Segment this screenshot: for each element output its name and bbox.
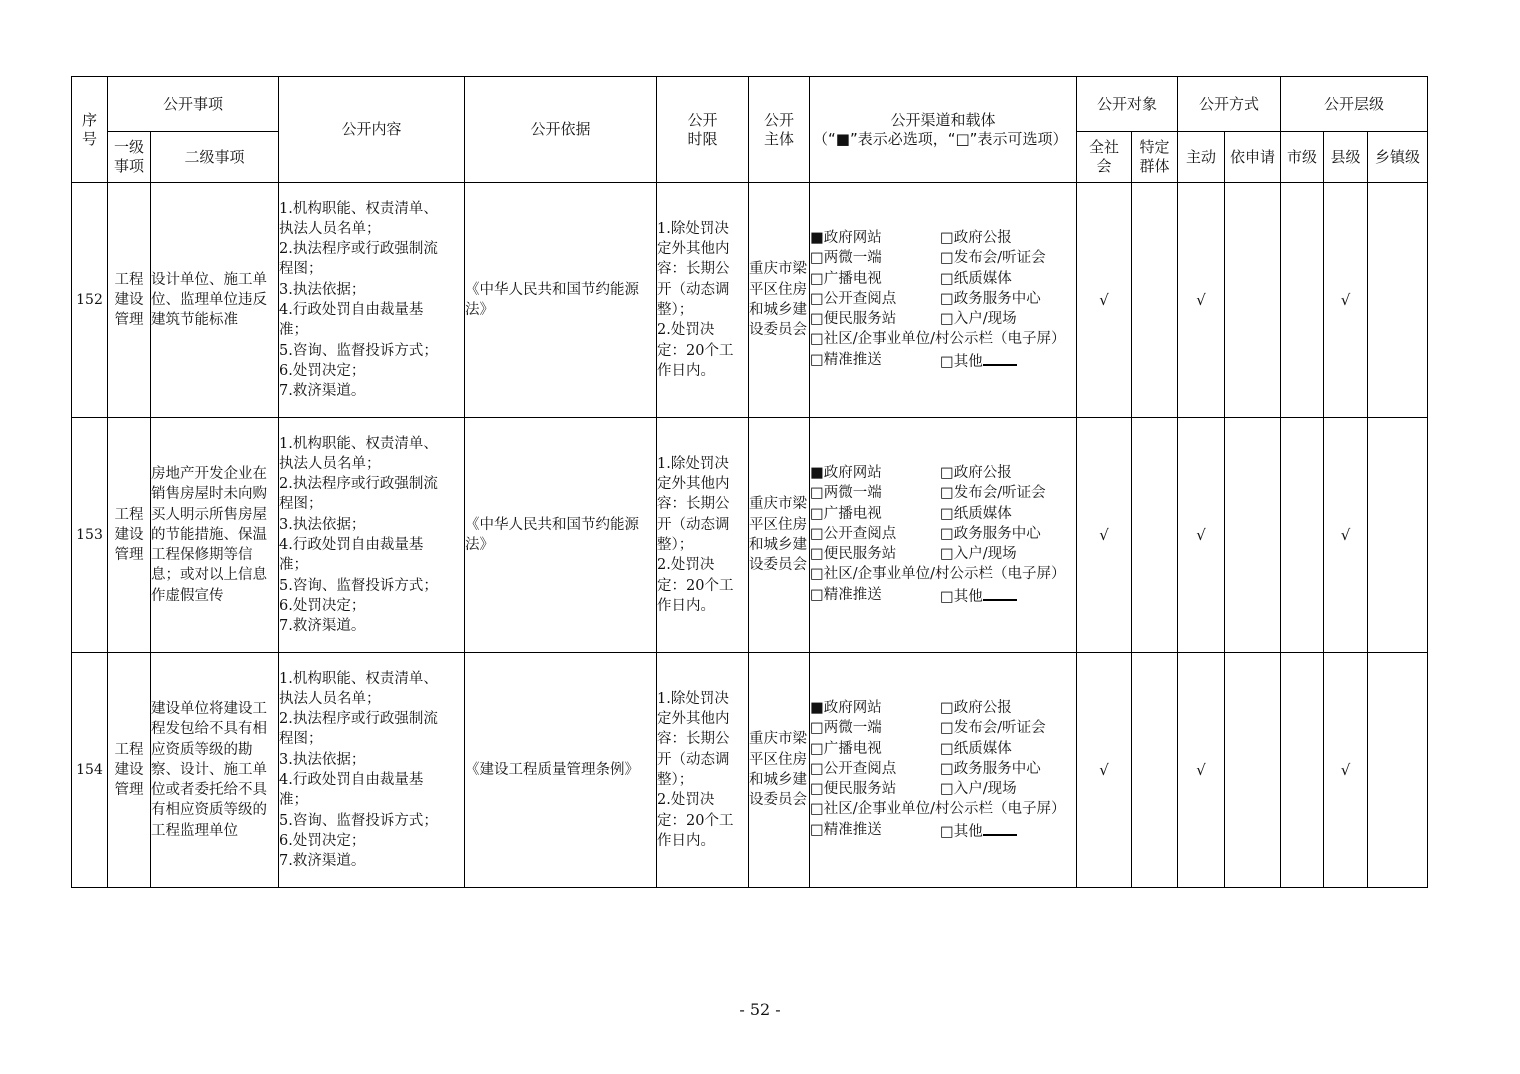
header-level1: 一级事项 xyxy=(108,132,151,183)
channel-option: □政务服务中心 xyxy=(940,525,1041,542)
timelimit-line: 定：20个工 xyxy=(657,342,734,359)
content-line: 4.行政处罚自由裁量基 xyxy=(279,302,424,318)
row-timelimit xyxy=(657,418,749,653)
content-line: 1.机构职能、权责清单、 xyxy=(279,435,438,452)
channel-option: □便民服务站 xyxy=(810,546,897,563)
timelimit-line: 定：20个工 xyxy=(657,812,734,829)
content-line: 1.机构职能、权责清单、 xyxy=(279,200,438,217)
header-method-active: 主动 xyxy=(1178,132,1225,183)
timelimit-line: 2.处罚决 xyxy=(657,322,715,339)
check-method-active: √ xyxy=(1178,183,1225,418)
content-line: 4.行政处罚自由裁量基 xyxy=(279,772,424,788)
timelimit-line: 定外其他内 xyxy=(657,241,730,258)
content-line: 1.机构职能、权责清单、 xyxy=(279,670,438,687)
check-level-town xyxy=(1368,418,1428,653)
timelimit-line: 1.除处罚决 xyxy=(657,455,729,472)
row-timelimit xyxy=(657,183,749,418)
channel-option: □社区/企事业单位/村公示栏（电子屏） xyxy=(810,801,1066,818)
header-channels xyxy=(810,77,1077,183)
row-channels xyxy=(810,183,1077,418)
row-basis: 《建设工程质量管理条例》 xyxy=(465,653,657,888)
content-line: 6.处罚决定； xyxy=(279,832,366,849)
content-line: 6.处罚决定； xyxy=(279,597,366,614)
timelimit-line: 2.处罚决 xyxy=(657,557,715,574)
row-content xyxy=(279,653,465,888)
channel-option: □精准推送 xyxy=(810,586,882,603)
header-audience-specific: 特定群体 xyxy=(1132,132,1178,183)
channel-option: □政府公报 xyxy=(940,699,1012,716)
timelimit-line: 定外其他内 xyxy=(657,711,730,728)
header-audience-all: 全社会 xyxy=(1077,132,1132,183)
content-line: 5.咨询、监督投诉方式； xyxy=(279,342,438,359)
channel-option: □发布会/听证会 xyxy=(940,250,1046,267)
channel-options xyxy=(810,228,1076,372)
content-line: 7.救济渠道。 xyxy=(279,383,366,400)
header-subject: 公开主体 xyxy=(749,77,810,183)
check-audience-all: √ xyxy=(1077,183,1132,418)
content-line: 7.救济渠道。 xyxy=(279,853,366,870)
channel-option-other xyxy=(940,350,1070,372)
channel-option: ■政府网站 xyxy=(810,229,882,246)
row-seq: 154 xyxy=(72,653,108,888)
channel-option: □政务服务中心 xyxy=(940,290,1041,307)
channel-option: □入户/现场 xyxy=(940,781,1017,798)
timelimit-line: 开（动态调 xyxy=(657,281,730,298)
channel-option: □社区/企事业单位/村公示栏（电子屏） xyxy=(810,566,1066,583)
channel-option: □纸质媒体 xyxy=(940,270,1012,287)
channel-option: □精准推送 xyxy=(810,351,882,368)
content-line: 2.执法程序或行政强制流 xyxy=(279,711,438,728)
channel-option: □公开查阅点 xyxy=(810,760,897,777)
channel-option: □政府公报 xyxy=(940,464,1012,481)
row-level1 xyxy=(108,418,151,653)
header-item: 公开事项 xyxy=(108,77,279,132)
content-line: 2.执法程序或行政强制流 xyxy=(279,476,438,493)
fill-blank-line xyxy=(983,820,1017,836)
row-subject: 重庆市梁平区住房和城乡建设委员会 xyxy=(749,653,810,888)
channel-options xyxy=(810,698,1076,842)
header-level-town: 乡镇级 xyxy=(1368,132,1428,183)
channel-option: □广播电视 xyxy=(810,740,882,757)
timelimit-line: 整）； xyxy=(657,302,694,318)
header-level2: 二级事项 xyxy=(151,132,279,183)
channel-option: □纸质媒体 xyxy=(940,505,1012,522)
content-line: 3.执法依据； xyxy=(279,516,366,533)
header-level: 公开层级 xyxy=(1281,77,1428,132)
header-content: 公开内容 xyxy=(279,77,465,183)
timelimit-line: 容：长期公 xyxy=(657,261,730,278)
content-line: 执法人员名单； xyxy=(279,455,381,472)
timelimit-line: 作日内。 xyxy=(657,832,716,849)
table-row xyxy=(72,418,1428,653)
row-level1 xyxy=(108,653,151,888)
channel-option-label: □其他 xyxy=(940,353,983,370)
timelimit-line: 1.除处罚决 xyxy=(657,690,729,707)
content-line: 5.咨询、监督投诉方式； xyxy=(279,577,438,594)
check-audience-all: √ xyxy=(1077,653,1132,888)
row-level1-text: 工程建设管理 xyxy=(114,506,144,564)
row-level1-text: 工程建设管理 xyxy=(114,741,144,799)
check-audience-specific xyxy=(1132,653,1178,888)
row-level2: 房地产开发企业在销售房屋时未向购买人明示所售房屋的节能措施、保温工程保修期等信息；或对以上信息作虚假宣传 xyxy=(151,418,279,653)
check-method-request xyxy=(1225,183,1281,418)
channel-option: □两微一端 xyxy=(810,720,882,737)
channel-option: □公开查阅点 xyxy=(810,290,897,307)
header-level-city: 市级 xyxy=(1281,132,1324,183)
header-seq: 序号 xyxy=(72,77,108,183)
row-seq: 152 xyxy=(72,183,108,418)
table-row xyxy=(72,653,1428,888)
check-level-county: √ xyxy=(1324,183,1368,418)
header-audience: 公开对象 xyxy=(1077,77,1178,132)
check-level-town xyxy=(1368,653,1428,888)
channel-option: □政府公报 xyxy=(940,229,1012,246)
row-timelimit xyxy=(657,653,749,888)
channel-option: □广播电视 xyxy=(810,270,882,287)
header-method-request: 依申请 xyxy=(1225,132,1281,183)
content-line: 程图； xyxy=(279,496,323,513)
channel-option: □精准推送 xyxy=(810,821,882,838)
timelimit-line: 开（动态调 xyxy=(657,516,730,533)
content-line: 程图； xyxy=(279,261,323,278)
timelimit-line: 开（动态调 xyxy=(657,751,730,768)
check-method-active: √ xyxy=(1178,653,1225,888)
channel-option-label: □其他 xyxy=(940,823,983,840)
channel-option: □入户/现场 xyxy=(940,311,1017,328)
row-level2: 设计单位、施工单位、监理单位违反建筑节能标准 xyxy=(151,183,279,418)
content-line: 程图； xyxy=(279,731,323,748)
timelimit-line: 容：长期公 xyxy=(657,496,730,513)
timelimit-line: 定：20个工 xyxy=(657,577,734,594)
row-basis: 《中华人民共和国节约能源法》 xyxy=(465,418,657,653)
page-number: - 52 - xyxy=(739,1000,781,1019)
check-audience-specific xyxy=(1132,418,1178,653)
timelimit-line: 2.处罚决 xyxy=(657,792,715,809)
channel-option: □便民服务站 xyxy=(810,781,897,798)
header-timelimit: 公开时限 xyxy=(657,77,749,183)
channel-option: □公开查阅点 xyxy=(810,525,897,542)
content-line: 执法人员名单； xyxy=(279,220,381,237)
channel-option: □纸质媒体 xyxy=(940,740,1012,757)
channel-option-other xyxy=(940,820,1070,842)
row-seq: 153 xyxy=(72,418,108,653)
content-line: 2.执法程序或行政强制流 xyxy=(279,241,438,258)
header-method: 公开方式 xyxy=(1178,77,1281,132)
row-channels xyxy=(810,418,1077,653)
channel-option: □两微一端 xyxy=(810,250,882,267)
row-channels xyxy=(810,653,1077,888)
row-level1-text: 工程建设管理 xyxy=(114,271,144,329)
content-line: 准； xyxy=(279,557,309,574)
content-line: 准； xyxy=(279,792,309,809)
disclosure-table xyxy=(71,76,1428,888)
row-subject: 重庆市梁平区住房和城乡建设委员会 xyxy=(749,183,810,418)
content-line: 5.咨询、监督投诉方式； xyxy=(279,812,438,829)
header-basis: 公开依据 xyxy=(465,77,657,183)
check-level-city xyxy=(1281,653,1324,888)
fill-blank-line xyxy=(983,585,1017,601)
check-audience-specific xyxy=(1132,183,1178,418)
row-level2: 建设单位将建设工程发包给不具有相应资质等级的勘察、设计、施工单位或者委托给不具有相应资质等级的工程监理单位 xyxy=(151,653,279,888)
channel-option: □入户/现场 xyxy=(940,546,1017,563)
channel-option: □两微一端 xyxy=(810,485,882,502)
row-basis: 《中华人民共和国节约能源法》 xyxy=(465,183,657,418)
check-level-city xyxy=(1281,418,1324,653)
check-audience-all: √ xyxy=(1077,418,1132,653)
channel-option: □便民服务站 xyxy=(810,311,897,328)
content-line: 7.救济渠道。 xyxy=(279,618,366,635)
table-row xyxy=(72,183,1428,418)
row-content xyxy=(279,418,465,653)
channel-option: ■政府网站 xyxy=(810,464,882,481)
header-channels-title: 公开渠道和载体 xyxy=(890,110,996,129)
channel-option: □政务服务中心 xyxy=(940,760,1041,777)
table-body xyxy=(72,183,1428,888)
header-level-county: 县级 xyxy=(1324,132,1368,183)
content-line: 准； xyxy=(279,322,309,339)
content-line: 6.处罚决定； xyxy=(279,362,366,379)
header-channels-note: （“■”表示必选项，“□”表示可选项） xyxy=(813,129,1068,148)
fill-blank-line xyxy=(983,350,1017,366)
timelimit-line: 定外其他内 xyxy=(657,476,730,493)
row-subject: 重庆市梁平区住房和城乡建设委员会 xyxy=(749,418,810,653)
timelimit-line: 1.除处罚决 xyxy=(657,220,729,237)
channel-option: □广播电视 xyxy=(810,505,882,522)
channel-option: □社区/企事业单位/村公示栏（电子屏） xyxy=(810,331,1066,348)
timelimit-line: 整）； xyxy=(657,772,694,788)
channel-option-label: □其他 xyxy=(940,588,983,605)
content-line: 4.行政处罚自由裁量基 xyxy=(279,537,424,553)
timelimit-line: 作日内。 xyxy=(657,362,716,379)
check-level-county: √ xyxy=(1324,653,1368,888)
timelimit-line: 作日内。 xyxy=(657,597,716,614)
check-level-county: √ xyxy=(1324,418,1368,653)
timelimit-line: 容：长期公 xyxy=(657,731,730,748)
row-level1 xyxy=(108,183,151,418)
row-content xyxy=(279,183,465,418)
check-method-request xyxy=(1225,653,1281,888)
channel-option-other xyxy=(940,585,1070,607)
channel-option: □发布会/听证会 xyxy=(940,485,1046,502)
channel-option: ■政府网站 xyxy=(810,699,882,716)
channel-options xyxy=(810,463,1076,607)
check-method-active: √ xyxy=(1178,418,1225,653)
check-method-request xyxy=(1225,418,1281,653)
check-level-town xyxy=(1368,183,1428,418)
channel-option: □发布会/听证会 xyxy=(940,720,1046,737)
content-line: 3.执法依据； xyxy=(279,751,366,768)
content-line: 执法人员名单； xyxy=(279,690,381,707)
timelimit-line: 整）； xyxy=(657,537,694,553)
check-level-city xyxy=(1281,183,1324,418)
content-line: 3.执法依据； xyxy=(279,281,366,298)
